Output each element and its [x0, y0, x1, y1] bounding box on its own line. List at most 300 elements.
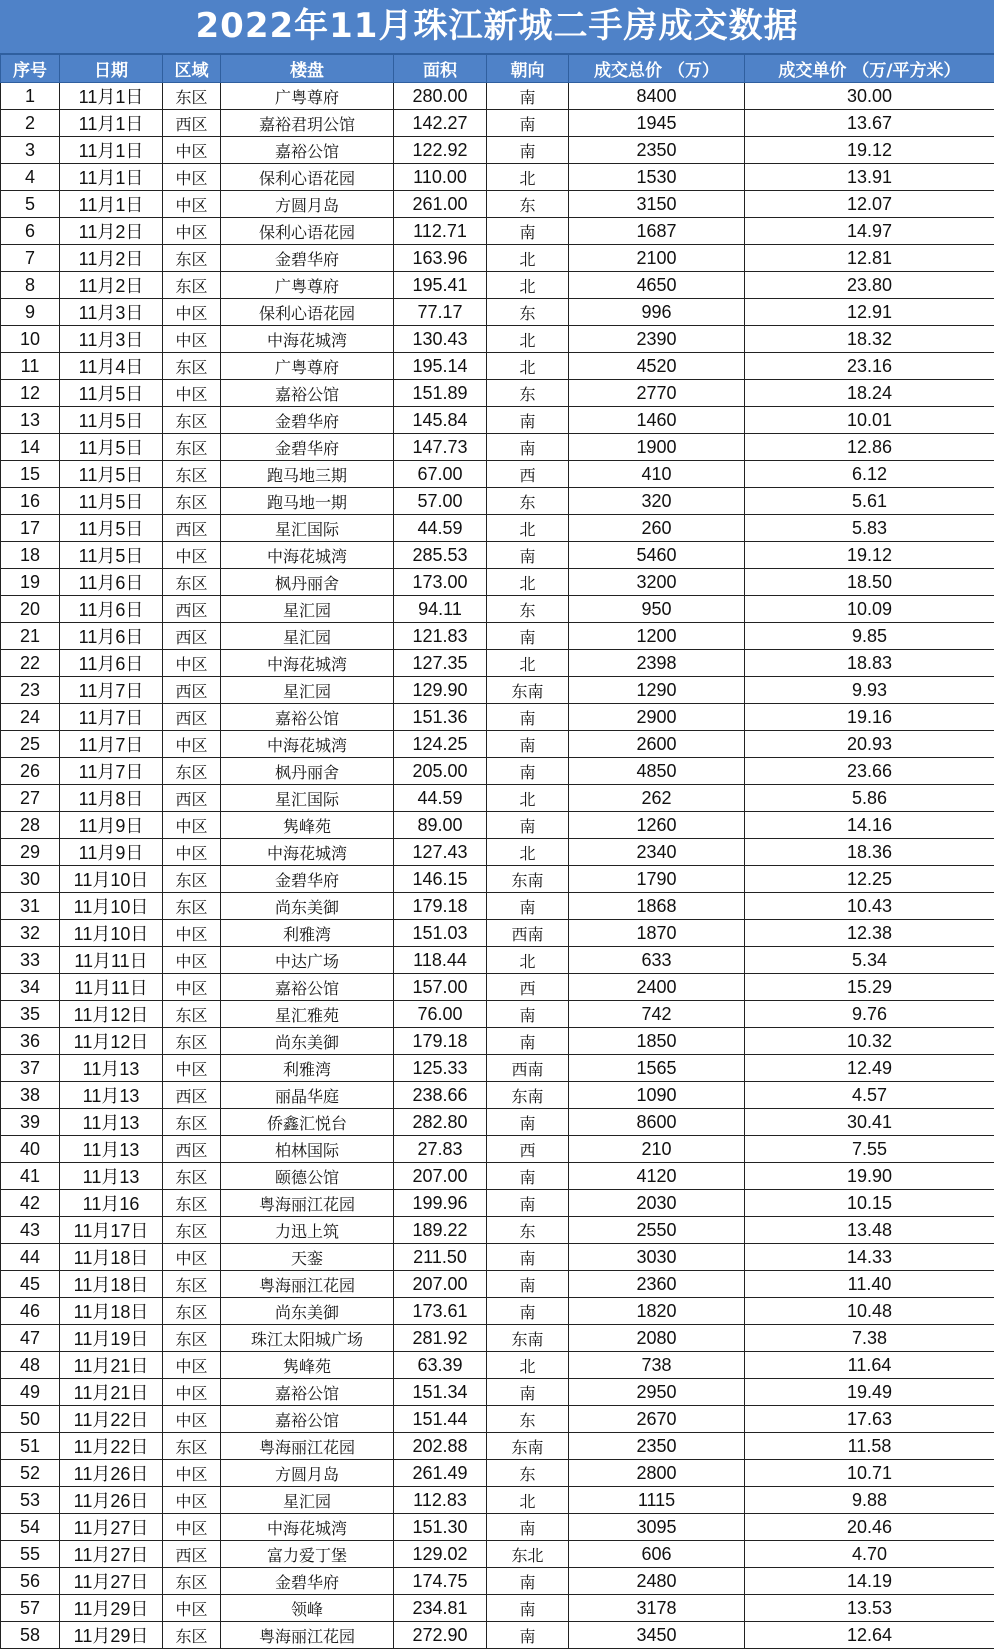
cell-district: 东区 [163, 758, 221, 785]
cell-area: 179.18 [394, 893, 487, 920]
table-row [1, 1163, 994, 1190]
cell-index: 35 [1, 1001, 60, 1028]
cell-area: 130.43 [394, 326, 487, 353]
table-body [1, 83, 994, 1649]
cell-district: 中区 [163, 1595, 221, 1622]
cell-index: 57 [1, 1595, 60, 1622]
table-row [1, 1325, 994, 1352]
cell-orientation: 东南 [487, 1082, 569, 1109]
table-row [1, 542, 994, 569]
cell-unit-price: 4.70 [745, 1541, 994, 1568]
cell-total-price: 1460 [569, 407, 745, 434]
cell-estate: 金碧华府 [221, 245, 394, 272]
cell-area: 174.75 [394, 1568, 487, 1595]
cell-area: 124.25 [394, 731, 487, 758]
cell-index: 56 [1, 1568, 60, 1595]
cell-estate: 力迅上筑 [221, 1217, 394, 1244]
cell-area: 44.59 [394, 515, 487, 542]
header-area: 面积 [394, 55, 487, 83]
cell-date: 11月21日 [60, 1379, 163, 1406]
cell-estate: 金碧华府 [221, 1568, 394, 1595]
cell-index: 19 [1, 569, 60, 596]
cell-orientation: 南 [487, 1244, 569, 1271]
cell-district: 东区 [163, 1109, 221, 1136]
cell-index: 11 [1, 353, 60, 380]
cell-orientation: 南 [487, 1163, 569, 1190]
cell-orientation: 南 [487, 812, 569, 839]
cell-date: 11月1日 [60, 110, 163, 137]
cell-date: 11月6日 [60, 650, 163, 677]
cell-orientation: 南 [487, 1379, 569, 1406]
cell-total-price: 320 [569, 488, 745, 515]
cell-date: 11月1日 [60, 191, 163, 218]
cell-total-price: 2480 [569, 1568, 745, 1595]
cell-index: 47 [1, 1325, 60, 1352]
cell-area: 272.90 [394, 1622, 487, 1649]
cell-total-price: 5460 [569, 542, 745, 569]
cell-estate: 嘉裕公馆 [221, 974, 394, 1001]
table-row [1, 326, 994, 353]
table-row [1, 515, 994, 542]
cell-date: 11月6日 [60, 623, 163, 650]
cell-area: 63.39 [394, 1352, 487, 1379]
cell-unit-price: 19.49 [745, 1379, 994, 1406]
cell-total-price: 2360 [569, 1271, 745, 1298]
cell-area: 110.00 [394, 164, 487, 191]
cell-date: 11月8日 [60, 785, 163, 812]
cell-unit-price: 18.36 [745, 839, 994, 866]
table-row [1, 110, 994, 137]
cell-estate: 富力爱丁堡 [221, 1541, 394, 1568]
cell-district: 中区 [163, 947, 221, 974]
cell-district: 西区 [163, 515, 221, 542]
cell-orientation: 南 [487, 1001, 569, 1028]
cell-index: 20 [1, 596, 60, 623]
cell-unit-price: 11.58 [745, 1433, 994, 1460]
sheet-title: 2022年11月珠江新城二手房成交数据 [0, 0, 994, 54]
cell-date: 11月1日 [60, 164, 163, 191]
cell-estate: 星汇雅苑 [221, 1001, 394, 1028]
cell-index: 22 [1, 650, 60, 677]
cell-date: 11月9日 [60, 812, 163, 839]
cell-orientation: 东 [487, 191, 569, 218]
cell-orientation: 西南 [487, 920, 569, 947]
cell-date: 11月2日 [60, 272, 163, 299]
cell-district: 东区 [163, 1298, 221, 1325]
cell-total-price: 2398 [569, 650, 745, 677]
cell-district: 东区 [163, 1163, 221, 1190]
table-row [1, 407, 994, 434]
cell-unit-price: 9.93 [745, 677, 994, 704]
cell-district: 东区 [163, 1622, 221, 1649]
cell-orientation: 南 [487, 1568, 569, 1595]
cell-estate: 中海花城湾 [221, 326, 394, 353]
cell-total-price: 2350 [569, 1433, 745, 1460]
cell-district: 中区 [163, 1406, 221, 1433]
cell-area: 94.11 [394, 596, 487, 623]
cell-total-price: 2800 [569, 1460, 745, 1487]
cell-orientation: 南 [487, 1622, 569, 1649]
cell-date: 11月5日 [60, 515, 163, 542]
header-row [1, 55, 994, 83]
cell-orientation: 北 [487, 245, 569, 272]
cell-index: 31 [1, 893, 60, 920]
cell-district: 中区 [163, 1244, 221, 1271]
table-row [1, 1595, 994, 1622]
cell-estate: 星汇国际 [221, 785, 394, 812]
cell-unit-price: 18.24 [745, 380, 994, 407]
cell-total-price: 1790 [569, 866, 745, 893]
cell-date: 11月18日 [60, 1298, 163, 1325]
cell-area: 173.00 [394, 569, 487, 596]
cell-date: 11月22日 [60, 1433, 163, 1460]
table-row [1, 1217, 994, 1244]
table-row [1, 434, 994, 461]
cell-unit-price: 30.41 [745, 1109, 994, 1136]
cell-unit-price: 10.01 [745, 407, 994, 434]
table-row [1, 1514, 994, 1541]
cell-district: 东区 [163, 1433, 221, 1460]
cell-unit-price: 18.32 [745, 326, 994, 353]
cell-total-price: 3450 [569, 1622, 745, 1649]
cell-orientation: 南 [487, 110, 569, 137]
cell-orientation: 南 [487, 731, 569, 758]
cell-district: 西区 [163, 623, 221, 650]
cell-unit-price: 10.48 [745, 1298, 994, 1325]
cell-estate: 广粤尊府 [221, 272, 394, 299]
cell-estate: 枫丹丽舍 [221, 569, 394, 596]
cell-estate: 保利心语花园 [221, 299, 394, 326]
cell-orientation: 南 [487, 704, 569, 731]
cell-date: 11月12日 [60, 1001, 163, 1028]
cell-date: 11月27日 [60, 1541, 163, 1568]
cell-orientation: 南 [487, 1190, 569, 1217]
cell-district: 东区 [163, 1271, 221, 1298]
cell-district: 东区 [163, 569, 221, 596]
table-row [1, 866, 994, 893]
cell-unit-price: 13.67 [745, 110, 994, 137]
cell-area: 261.00 [394, 191, 487, 218]
cell-index: 14 [1, 434, 60, 461]
cell-area: 151.89 [394, 380, 487, 407]
cell-index: 29 [1, 839, 60, 866]
cell-index: 10 [1, 326, 60, 353]
cell-unit-price: 12.38 [745, 920, 994, 947]
transactions-table [0, 54, 994, 1649]
cell-orientation: 北 [487, 326, 569, 353]
cell-unit-price: 10.71 [745, 1460, 994, 1487]
cell-total-price: 3095 [569, 1514, 745, 1541]
cell-unit-price: 12.91 [745, 299, 994, 326]
table-row [1, 704, 994, 731]
cell-district: 东区 [163, 407, 221, 434]
table-row [1, 1028, 994, 1055]
cell-area: 145.84 [394, 407, 487, 434]
table-row [1, 1109, 994, 1136]
table-row [1, 569, 994, 596]
cell-total-price: 1850 [569, 1028, 745, 1055]
cell-orientation: 北 [487, 650, 569, 677]
cell-orientation: 西 [487, 974, 569, 1001]
cell-date: 11月7日 [60, 677, 163, 704]
cell-index: 39 [1, 1109, 60, 1136]
cell-date: 11月26日 [60, 1487, 163, 1514]
cell-estate: 嘉裕公馆 [221, 1406, 394, 1433]
cell-index: 9 [1, 299, 60, 326]
table-row [1, 380, 994, 407]
table-row [1, 137, 994, 164]
cell-orientation: 南 [487, 1109, 569, 1136]
cell-orientation: 西 [487, 1136, 569, 1163]
cell-index: 48 [1, 1352, 60, 1379]
table-row [1, 1487, 994, 1514]
cell-estate: 中达广场 [221, 947, 394, 974]
cell-unit-price: 10.32 [745, 1028, 994, 1055]
cell-area: 142.27 [394, 110, 487, 137]
cell-orientation: 北 [487, 1487, 569, 1514]
cell-total-price: 210 [569, 1136, 745, 1163]
cell-district: 中区 [163, 731, 221, 758]
cell-total-price: 1870 [569, 920, 745, 947]
cell-area: 238.66 [394, 1082, 487, 1109]
table-row [1, 623, 994, 650]
cell-date: 11月7日 [60, 731, 163, 758]
cell-district: 东区 [163, 1001, 221, 1028]
cell-unit-price: 20.46 [745, 1514, 994, 1541]
cell-area: 151.30 [394, 1514, 487, 1541]
cell-total-price: 2400 [569, 974, 745, 1001]
cell-unit-price: 19.12 [745, 137, 994, 164]
header-total-price: 成交总价 （万） [569, 55, 745, 83]
cell-area: 121.83 [394, 623, 487, 650]
cell-orientation: 北 [487, 164, 569, 191]
cell-total-price: 1530 [569, 164, 745, 191]
cell-estate: 广粤尊府 [221, 353, 394, 380]
cell-estate: 中海花城湾 [221, 650, 394, 677]
cell-area: 44.59 [394, 785, 487, 812]
table-row [1, 1082, 994, 1109]
cell-index: 28 [1, 812, 60, 839]
cell-estate: 星汇园 [221, 623, 394, 650]
table-row [1, 731, 994, 758]
cell-total-price: 996 [569, 299, 745, 326]
cell-unit-price: 14.16 [745, 812, 994, 839]
cell-index: 53 [1, 1487, 60, 1514]
table-row [1, 1244, 994, 1271]
cell-estate: 隽峰苑 [221, 812, 394, 839]
cell-unit-price: 17.63 [745, 1406, 994, 1433]
cell-orientation: 南 [487, 1298, 569, 1325]
cell-total-price: 2340 [569, 839, 745, 866]
table-row [1, 596, 994, 623]
cell-estate: 星汇园 [221, 677, 394, 704]
cell-estate: 天銮 [221, 1244, 394, 1271]
header-date: 日期 [60, 55, 163, 83]
cell-district: 西区 [163, 1136, 221, 1163]
cell-index: 16 [1, 488, 60, 515]
cell-index: 43 [1, 1217, 60, 1244]
cell-estate: 金碧华府 [221, 434, 394, 461]
cell-area: 125.33 [394, 1055, 487, 1082]
cell-estate: 金碧华府 [221, 866, 394, 893]
cell-area: 207.00 [394, 1163, 487, 1190]
cell-date: 11月4日 [60, 353, 163, 380]
cell-orientation: 北 [487, 947, 569, 974]
cell-estate: 嘉裕公馆 [221, 1379, 394, 1406]
cell-total-price: 1290 [569, 677, 745, 704]
cell-index: 24 [1, 704, 60, 731]
cell-estate: 粤海丽江花园 [221, 1622, 394, 1649]
header-index: 序号 [1, 55, 60, 83]
cell-area: 163.96 [394, 245, 487, 272]
cell-index: 15 [1, 461, 60, 488]
cell-orientation: 南 [487, 758, 569, 785]
cell-index: 5 [1, 191, 60, 218]
cell-orientation: 东南 [487, 1433, 569, 1460]
cell-area: 195.41 [394, 272, 487, 299]
cell-index: 52 [1, 1460, 60, 1487]
cell-total-price: 2080 [569, 1325, 745, 1352]
table-row [1, 353, 994, 380]
cell-orientation: 北 [487, 569, 569, 596]
cell-orientation: 北 [487, 839, 569, 866]
cell-district: 西区 [163, 110, 221, 137]
cell-total-price: 1260 [569, 812, 745, 839]
cell-total-price: 8400 [569, 83, 745, 110]
cell-orientation: 西 [487, 461, 569, 488]
cell-district: 东区 [163, 245, 221, 272]
cell-orientation: 北 [487, 353, 569, 380]
table-row [1, 677, 994, 704]
cell-district: 中区 [163, 164, 221, 191]
cell-total-price: 4650 [569, 272, 745, 299]
cell-date: 11月11日 [60, 947, 163, 974]
header-estate: 楼盘 [221, 55, 394, 83]
cell-total-price: 2550 [569, 1217, 745, 1244]
cell-district: 西区 [163, 1082, 221, 1109]
cell-date: 11月29日 [60, 1622, 163, 1649]
cell-index: 21 [1, 623, 60, 650]
cell-unit-price: 12.25 [745, 866, 994, 893]
cell-date: 11月13 [60, 1109, 163, 1136]
table-row [1, 1136, 994, 1163]
table-row [1, 812, 994, 839]
cell-district: 东区 [163, 1217, 221, 1244]
cell-orientation: 东 [487, 488, 569, 515]
cell-orientation: 西南 [487, 1055, 569, 1082]
table-row [1, 1379, 994, 1406]
cell-unit-price: 19.90 [745, 1163, 994, 1190]
cell-district: 东区 [163, 1190, 221, 1217]
cell-index: 27 [1, 785, 60, 812]
table-row [1, 839, 994, 866]
cell-date: 11月10日 [60, 866, 163, 893]
table-row [1, 1352, 994, 1379]
cell-area: 77.17 [394, 299, 487, 326]
cell-estate: 嘉裕公馆 [221, 704, 394, 731]
cell-index: 25 [1, 731, 60, 758]
cell-area: 280.00 [394, 83, 487, 110]
cell-total-price: 262 [569, 785, 745, 812]
cell-date: 11月5日 [60, 461, 163, 488]
cell-orientation: 南 [487, 434, 569, 461]
cell-district: 西区 [163, 1541, 221, 1568]
table-row [1, 1055, 994, 1082]
cell-unit-price: 11.40 [745, 1271, 994, 1298]
cell-area: 151.36 [394, 704, 487, 731]
cell-unit-price: 14.19 [745, 1568, 994, 1595]
cell-district: 中区 [163, 1514, 221, 1541]
cell-index: 26 [1, 758, 60, 785]
cell-estate: 侨鑫汇悦台 [221, 1109, 394, 1136]
cell-area: 211.50 [394, 1244, 487, 1271]
cell-index: 3 [1, 137, 60, 164]
cell-area: 112.83 [394, 1487, 487, 1514]
table-row [1, 785, 994, 812]
cell-date: 11月27日 [60, 1568, 163, 1595]
table-row [1, 218, 994, 245]
cell-district: 东区 [163, 272, 221, 299]
cell-unit-price: 5.34 [745, 947, 994, 974]
cell-date: 11月5日 [60, 434, 163, 461]
table-row [1, 245, 994, 272]
cell-orientation: 东南 [487, 677, 569, 704]
cell-estate: 方圆月岛 [221, 191, 394, 218]
cell-total-price: 738 [569, 1352, 745, 1379]
cell-area: 127.35 [394, 650, 487, 677]
cell-total-price: 3030 [569, 1244, 745, 1271]
cell-district: 中区 [163, 650, 221, 677]
cell-estate: 中海花城湾 [221, 1514, 394, 1541]
table-row [1, 83, 994, 110]
header-district: 区域 [163, 55, 221, 83]
table-row [1, 974, 994, 1001]
cell-estate: 嘉裕公馆 [221, 380, 394, 407]
cell-estate: 保利心语花园 [221, 218, 394, 245]
cell-date: 11月5日 [60, 488, 163, 515]
cell-orientation: 东 [487, 596, 569, 623]
cell-district: 东区 [163, 353, 221, 380]
cell-total-price: 4850 [569, 758, 745, 785]
cell-orientation: 南 [487, 1271, 569, 1298]
cell-district: 中区 [163, 218, 221, 245]
cell-total-price: 4120 [569, 1163, 745, 1190]
cell-area: 173.61 [394, 1298, 487, 1325]
cell-unit-price: 5.83 [745, 515, 994, 542]
cell-area: 147.73 [394, 434, 487, 461]
cell-date: 11月6日 [60, 596, 163, 623]
cell-area: 199.96 [394, 1190, 487, 1217]
cell-estate: 方圆月岛 [221, 1460, 394, 1487]
cell-index: 46 [1, 1298, 60, 1325]
table-row [1, 1271, 994, 1298]
cell-unit-price: 15.29 [745, 974, 994, 1001]
table-row [1, 650, 994, 677]
cell-date: 11月5日 [60, 380, 163, 407]
cell-date: 11月10日 [60, 893, 163, 920]
cell-index: 49 [1, 1379, 60, 1406]
cell-unit-price: 7.55 [745, 1136, 994, 1163]
cell-unit-price: 18.83 [745, 650, 994, 677]
cell-orientation: 东北 [487, 1541, 569, 1568]
cell-date: 11月13 [60, 1055, 163, 1082]
cell-estate: 金碧华府 [221, 407, 394, 434]
cell-total-price: 2900 [569, 704, 745, 731]
cell-unit-price: 9.76 [745, 1001, 994, 1028]
table-row [1, 272, 994, 299]
cell-index: 51 [1, 1433, 60, 1460]
cell-district: 中区 [163, 137, 221, 164]
